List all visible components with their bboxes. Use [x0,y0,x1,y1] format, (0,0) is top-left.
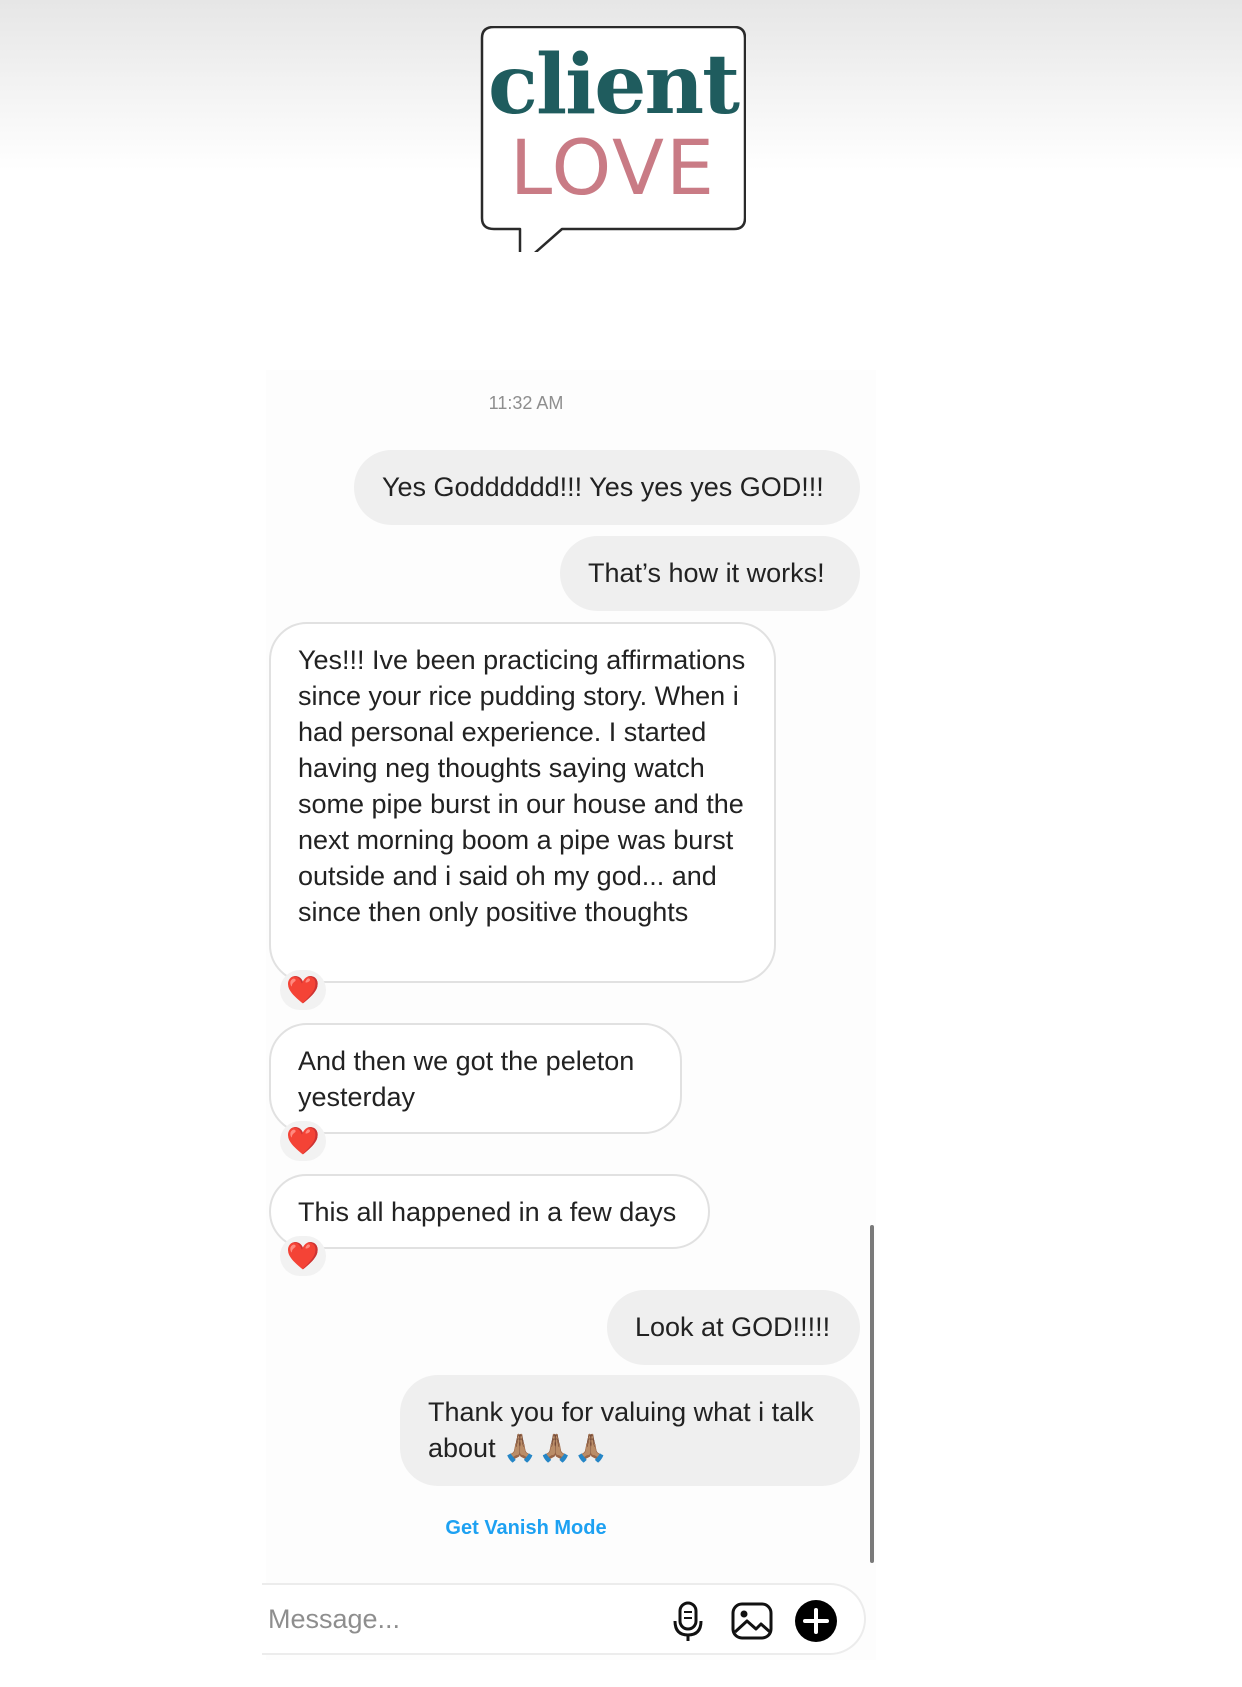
sent-message[interactable]: Look at GOD!!!!! [607,1290,860,1365]
message-input[interactable]: Message... [268,1604,401,1634]
received-message[interactable]: And then we got the peleton yesterday [269,1023,682,1134]
microphone-icon[interactable] [666,1599,710,1643]
received-message[interactable]: Yes!!! Ive been practicing affirmations since your rice pudding story. When i had personal experience. I started having neg thoughts saying watch some pipe burst in our house and the next morning boom a pipe was burst outside and i said oh my god... and since then only positive thoughts [269,622,776,983]
sent-message[interactable] [400,1375,860,1486]
heart-reaction-icon[interactable]: ❤️ [280,1121,326,1161]
gallery-icon[interactable] [730,1599,774,1643]
message-timestamp: 11:32 AM [488,393,564,413]
get-vanish-mode-link[interactable]: Get Vanish Mode [445,1517,607,1539]
logo-word-client: client [488,37,738,133]
logo-word-love: LOVE [509,123,717,212]
message-composer [262,1583,866,1655]
received-message[interactable]: This all happened in a few days [269,1174,710,1249]
plus-icon[interactable] [794,1599,838,1643]
heart-reaction-icon[interactable]: ❤️ [280,970,326,1010]
message-text: Thank you for valuing what i talk about [428,1397,814,1463]
sent-message[interactable]: Yes Godddddd!!! Yes yes yes GOD!!! [354,450,860,525]
praying-hands-emoji: 🙏🏽🙏🏽🙏🏽 [503,1433,610,1463]
client-love-logo [480,26,746,232]
scrollbar[interactable] [870,1225,874,1563]
heart-reaction-icon[interactable]: ❤️ [280,1236,326,1276]
sent-message[interactable]: That’s how it works! [560,536,860,611]
